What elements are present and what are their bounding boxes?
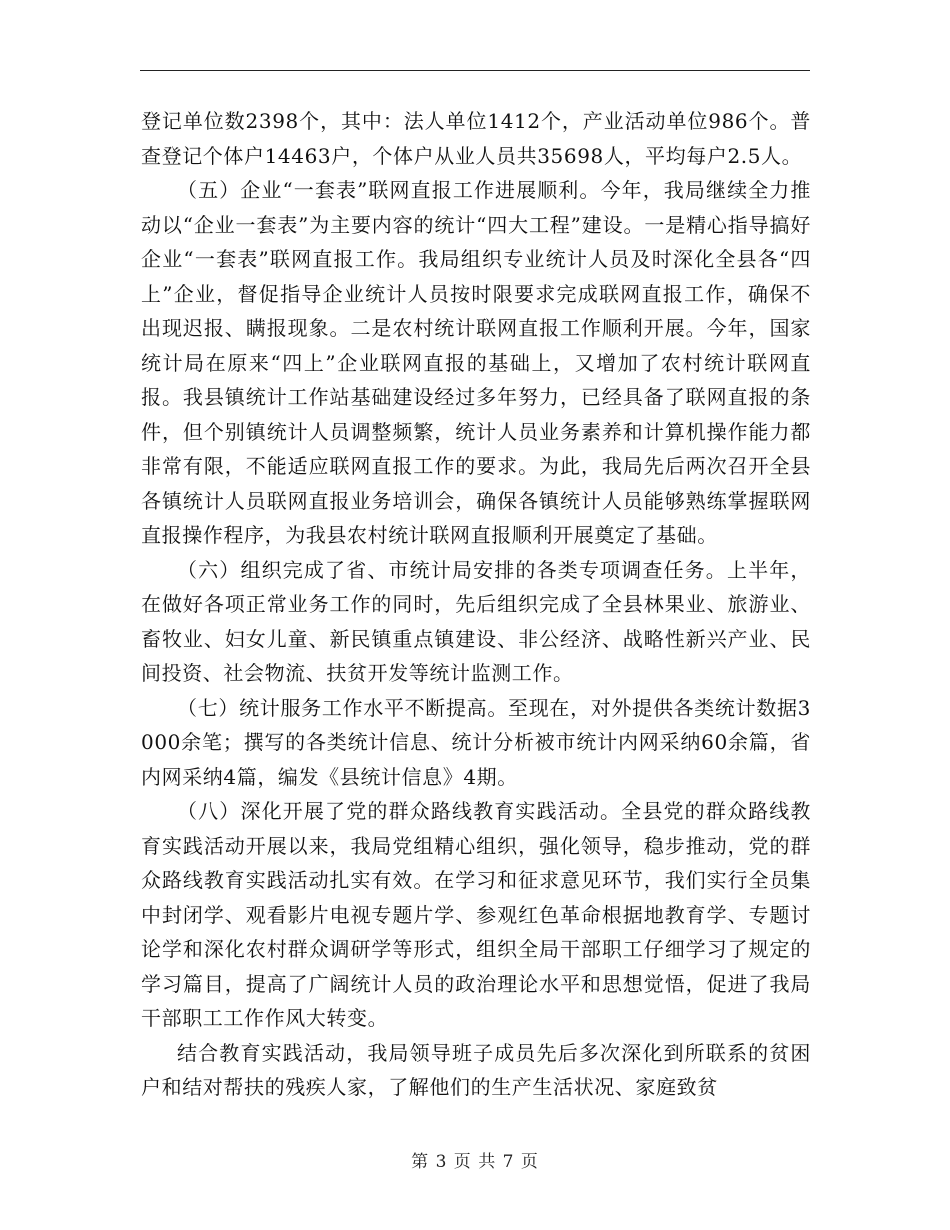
paragraph-section-7: （七）统计服务工作水平不断提高。至现在，对外提供各类统计数据3000余笔；撰写的各类统计信息、统计分析被市统计内网采纳60余篇，省内网采纳4篇，编发《县统计信息》4期。 (141, 695, 811, 789)
header-rule (140, 70, 810, 71)
paragraph-section-6: （六）组织完成了省、市统计局安排的各类专项调查任务。上半年，在做好各项正常业务工作的同时，先后组织完成了全县林果业、旅游业、畜牧业、妇女儿童、新民镇重点镇建设、非公经济、战略性新兴产业、民间投资、社会物流、扶贫开发等统计监测工作。 (141, 557, 811, 685)
document-body (141, 104, 811, 1105)
paragraph-section-8: （八）深化开展了党的群众路线教育实践活动。全县党的群众路线教育实践活动开展以来，我局党组精心组织，强化领导，稳步推动，党的群众路线教育实践活动扎实有效。在学习和征求意见环节，我们实行全员集中封闭学、观看影片电视专题片学、参观红色革命根据地教育学、专题讨论学和深化农村群众调研学等形式，组织全局干部职工仔细学习了规定的学习篇目，提高了广阔统计人员的政治理论水平和思想觉悟，促进了我局干部职工工作作风大转变。 (141, 799, 811, 1030)
paragraph-education-practice: 结合教育实践活动，我局领导班子成员先后多次深化到所联系的贫困户和结对帮扶的残疾人家，了解他们的生产生活状况、家庭致贫 (141, 1040, 811, 1099)
paragraph-continuation: 登记单位数2398个，其中：法人单位1412个，产业活动单位986个。普查登记个体户14463户，个体户从业人员共35698人，平均每户2.5人。 (141, 109, 811, 168)
paragraph-section-5: （五）企业“一套表”联网直报工作进展顺利。今年，我局继续全力推动以“企业一套表”为主要内容的统计“四大工程”建设。一是精心指导搞好企业“一套表”联网直报工作。我局组织专业统计人员及时深化全县各“四上”企业，督促指导企业统计人员按时限要求完成联网直报工作，确保不出现迟报、瞒报现象。二是农村统计联网直报工作顺利开展。今年，国家统计局在原来“四上”企业联网直报的基础上，又增加了农村统计联网直报。我县镇统计工作站基础建设经过多年努力，已经具备了联网直报的条件，但个别镇统计人员调整频繁，统计人员业务素养和计算机操作能力都非常有限，不能适应联网直报工作的要求。为此，我局先后两次召开全县各镇统计人员联网直报业务培训会，确保各镇统计人员能够熟练掌握联网直报操作程序，为我县农村统计联网直报顺利开展奠定了基础。 (141, 178, 811, 547)
page-footer: 第 3 页 共 7 页 (411, 1152, 539, 1172)
